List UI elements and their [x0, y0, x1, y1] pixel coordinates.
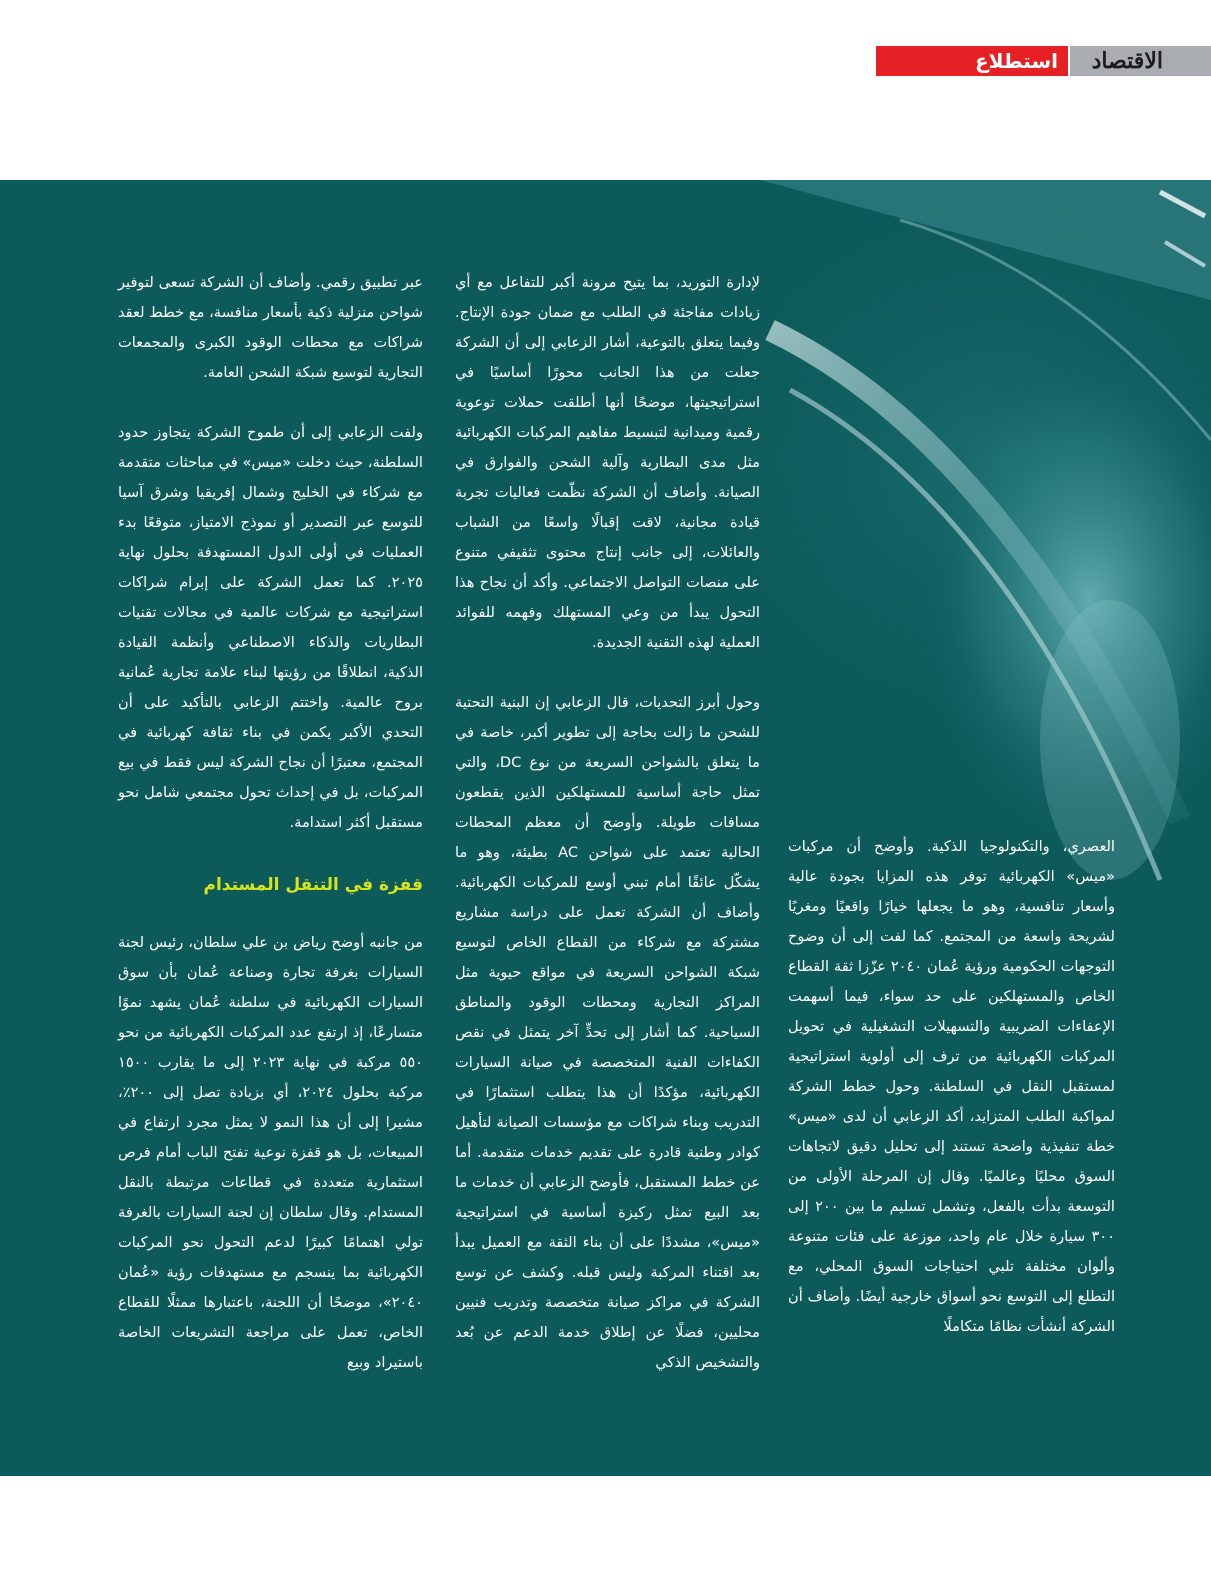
- article-paragraph: وحول أبرز التحديات، قال الزعابي إن البنية التحتية للشحن ما زالت بحاجة إلى تطوير أكبر، خاصة في ما يتعلق بالشواحن السريعة من نوع DC، والتي تمثل حاجة أساسية للمستهلكين الذين يقطعون مسافات طويلة. وأوضح أن معظم المحطات الحالية تعتمد على شواحن AC بطيئة، وهو ما يشكّل عائقًا أمام تبني أوسع للمركبات الكهربائية. وأضاف أن الشركة تعمل على دراسة مشاريع مشتركة مع شركاء من القطاع الخاص لتوسيع شبكة الشواحن السريعة في مواقع حيوية مثل المراكز التجارية ومحطات الوقود والمناطق السياحية. كما أشار إلى تحدٍّ آخر يتمثل في نقص الكفاءات الفنية المتخصصة في صيانة السيارات الكهربائية، مؤكدًا أن هذا يتطلب استثمارًا في التدريب وبناء شراكات مع مؤسسات الصيانة لتأهيل كوادر وطنية قادرة على تقديم خدمات متقدمة. أما عن خطط المستقبل، فأوضح الزعابي أن خدمات ما بعد البيع تمثل ركيزة أساسية في استراتيجية «ميس»، مشددًا على أن بناء الثقة مع العميل يبدأ بعد اقتناء المركبة وليس قبله. وكشف عن توسع الشركة في مراكز صيانة متخصصة وتدريب فنيين محليين، فضلًا عن إطلاق خدمة الدعم عن بُعد والتشخيص الذكي: [455, 694, 761, 1371]
- article-paragraph: لإدارة التوريد، بما يتيح مرونة أكبر للتفاعل مع أي زيادات مفاجئة في الطلب مع ضمان جودة الإنتاج. وفيما يتعلق بالتوعية، أشار الزعابي إلى أن الشركة جعلت من هذا الجانب محورًا أساسيًا في استراتيجيتها، موضحًا أنها أطلقت حملات توعوية رقمية وميدانية لتبسيط مفاهيم المركبات الكهربائية مثل مدى البطارية وآلية الشحن والفوارق في الصيانة. وأضاف أن الشركة نظّمت فعاليات تجربة قيادة مجانية، لاقت إقبالًا واسعًا من الشباب والعائلات، إلى جانب إنتاج محتوى تثقيفي متنوع على منصات التواصل الاجتماعي. وأكد أن نجاح هذا التحول يبدأ من وعي المستهلك وفهمه للفوائد العملية لهذه التقنية الجديدة.: [455, 274, 760, 651]
- article-column-left: [118, 268, 423, 1378]
- article-paragraph: ولفت الزعابي إلى أن طموح الشركة يتجاوز حدود السلطنة، حيث دخلت «ميس» في مباحثات متقدمة مع شركاء في الخليج وشمال إفريقيا وشرق آسيا للتوسع عبر التصدير أو نموذج الامتياز، متوقعًا بدء العمليات في أولى الدول المستهدفة بحلول نهاية ٢٠٢٥. كما تعمل الشركة على إبرام شراكات استراتيجية مع شركات عالمية في مجالات تقنيات البطاريات والذكاء الاصطناعي وأنظمة القيادة الذكية، انطلاقًا من رؤيتها لبناء علامة تجارية عُمانية بروح عالمية. واختتم الزعابي بالتأكيد على أن التحدي الأكبر يكمن في بناء ثقافة كهربائية في المجتمع، معتبرًا أن نجاح الشركة ليس فقط في بيع المركبات، بل في إحداث تحول مجتمعي شامل نحو مستقبل أكثر استدامة.: [118, 424, 423, 831]
- article-paragraph: العصري، والتكنولوجيا الذكية. وأوضح أن مركبات «ميس» الكهربائية توفر هذه المزايا بجودة عالية وأسعار تنافسية، وهو ما يجعلها خيارًا واقعيًا ومغريًا لشريحة واسعة من المجتمع. كما لفت إلى أن وضوح التوجهات الحكومية ورؤية عُمان ٢٠٤٠ عزّزا ثقة القطاع الخاص والمستهلكين على حد سواء، فيما أسهمت الإعفاءات الضريبية والتسهيلات التشغيلية في تحويل المركبات الكهربائية من ترف إلى أولوية استراتيجية لمستقبل النقل في السلطنة. وحول خطط الشركة لمواكبة الطلب المتزايد، أكد الزعابي أن لدى «ميس» خطة تنفيذية واضحة تستند إلى تحليل دقيق لاتجاهات السوق محليًا وعالميًا. وقال إن المرحلة الأولى من التوسعة بدأت بالفعل، وتشمل تسليم ما بين ٢٠٠ إلى ٣٠٠ سيارة خلال عام واحد، موزعة على فئات متنوعة وألوان مختلفة تلبي احتياجات السوق المحلي، مع التطلع إلى التوسع نحو أسواق خارجية أيضًا. وأضاف أن الشركة أنشأت نظامًا متكاملًا: [788, 838, 1115, 1335]
- section-header: [876, 46, 1211, 76]
- section-label-bar: [876, 46, 1070, 76]
- article-column-right: [788, 832, 1115, 1342]
- article-paragraph: من جانبه أوضح رياض بن علي سلطان، رئيس لجنة السيارات بغرفة تجارة وصناعة عُمان بأن سوق السيارات الكهربائية في سلطنة عُمان يشهد نموًا متسارعًا، إذ ارتفع عدد المركبات الكهربائية من نحو ٥٥٠ مركبة في نهاية ٢٠٢٣ إلى ما يقارب ١٥٠٠ مركبة بحلول ٢٠٢٤، أي بزيادة تصل إلى ٢٠٠٪، مشيرا إلى أن هذا النمو لا يمثل مجرد ارتفاع في المبيعات، بل هو قفزة نوعية تفتح الباب أمام فرص استثمارية متعددة في قطاعات مرتبطة بالنقل المستدام. وقال سلطان إن لجنة السيارات بالغرفة تولي اهتمامًا كبيرًا لدعم التحول نحو المركبات الكهربائية بما ينسجم مع مستهدفات رؤية «عُمان ٢٠٤٠»، موضحًا أن اللجنة، باعتبارها ممثلًا للقطاع الخاص، تعمل على مراجعة التشريعات الخاصة باستيراد وبيع: [118, 934, 423, 1371]
- article-paragraph: عبر تطبيق رقمي. وأضاف أن الشركة تسعى لتوفير شواحن منزلية ذكية بأسعار منافسة، مع خطط لعقد شراكات مع محطات الوقود الكبرى والمجمعات التجارية لتوسيع شبكة الشحن العامة.: [118, 274, 423, 381]
- article-column-middle: [455, 268, 760, 1378]
- article-subheading: قفزة في التنقل المستدام: [203, 875, 423, 895]
- section-label: استطلاع: [974, 49, 1058, 73]
- magazine-logo-bar: [1070, 46, 1211, 76]
- magazine-logo: الاقتصاد: [1091, 48, 1163, 74]
